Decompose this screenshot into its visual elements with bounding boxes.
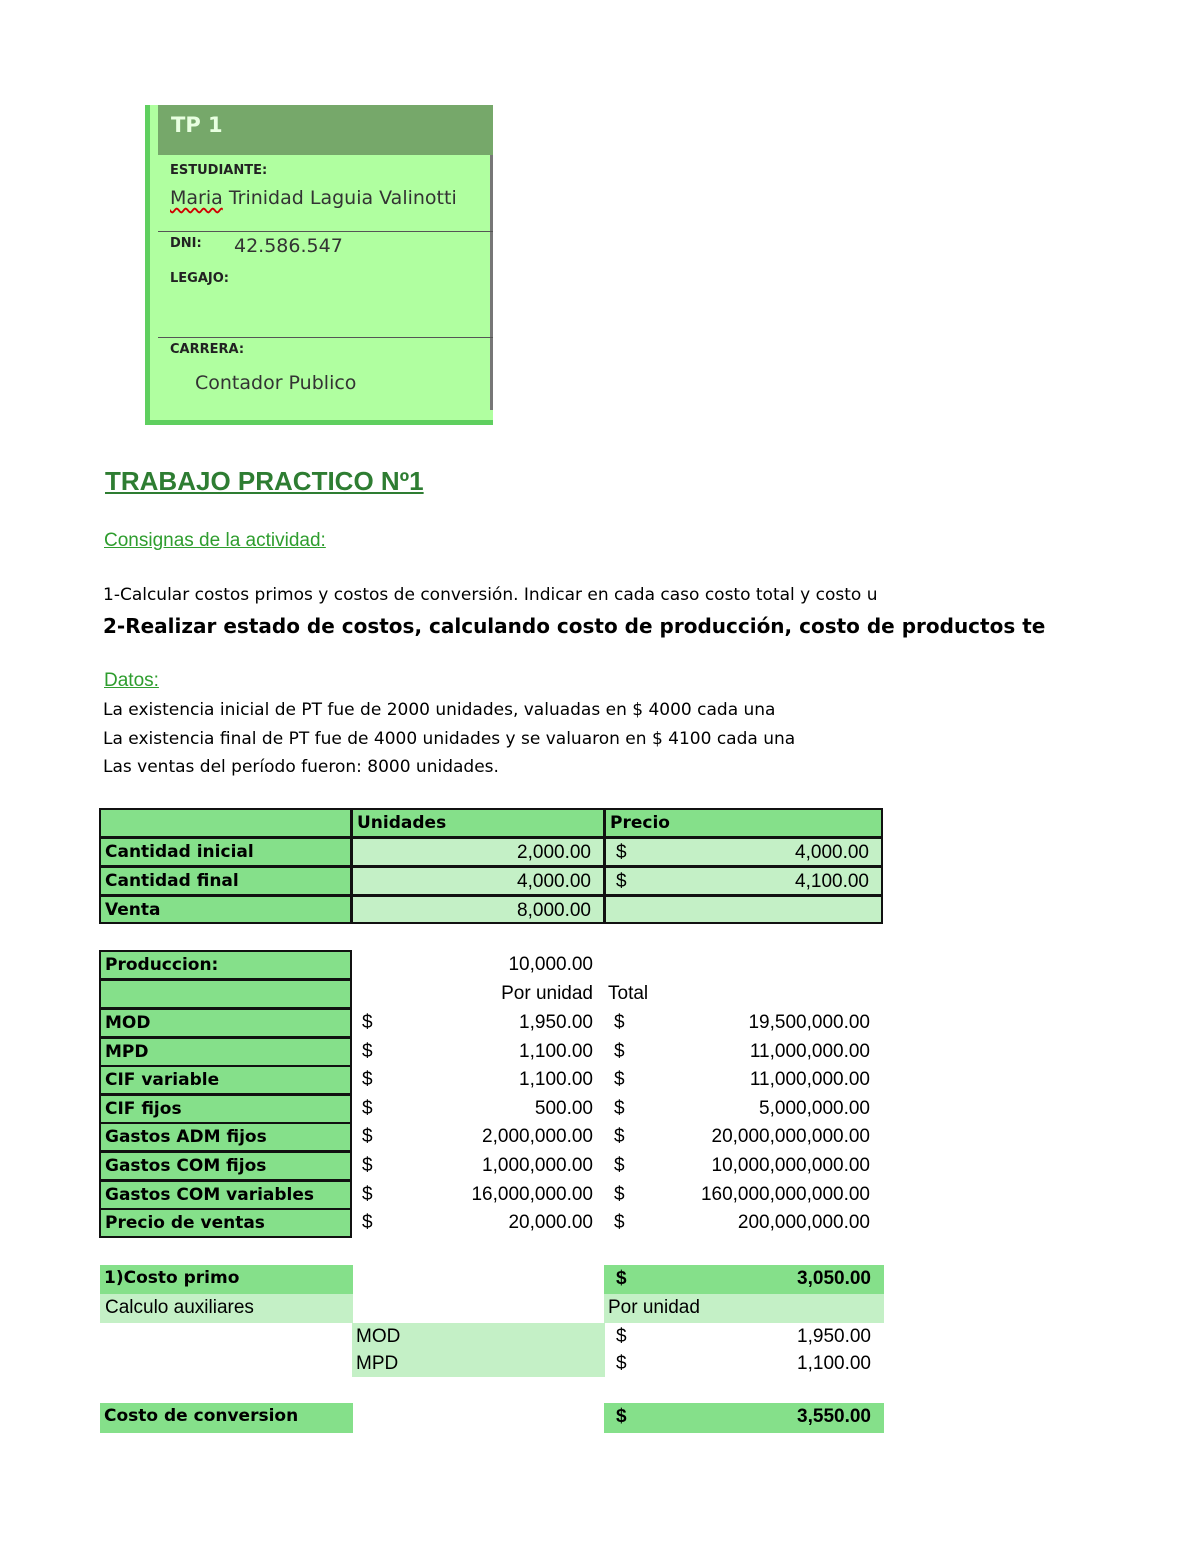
total-value: 10,000,000,000.00 bbox=[711, 1155, 870, 1176]
per-unit-value: 1,950.00 bbox=[519, 1012, 593, 1033]
currency-symbol: $ bbox=[362, 1012, 373, 1033]
currency-symbol: $ bbox=[616, 1268, 627, 1289]
currency-symbol: $ bbox=[362, 1098, 373, 1119]
student-label: ESTUDIANTE: bbox=[170, 163, 268, 178]
currency-symbol: $ bbox=[614, 1012, 625, 1033]
total-value: 5,000,000.00 bbox=[759, 1098, 870, 1119]
total-value: 11,000,000.00 bbox=[749, 1041, 870, 1062]
costo-conversion-cell bbox=[604, 1403, 884, 1433]
currency-symbol: $ bbox=[616, 871, 627, 892]
aux-item-value: 1,100.00 bbox=[797, 1353, 871, 1374]
currency-symbol: $ bbox=[614, 1069, 625, 1090]
row-label: CIF fijos bbox=[99, 1094, 352, 1124]
datos-line: Las ventas del período fueron: 8000 unidades. bbox=[103, 757, 499, 777]
total-value: 11,000,000.00 bbox=[749, 1069, 870, 1090]
student-name bbox=[170, 187, 457, 209]
aux-item-value: 1,950.00 bbox=[797, 1326, 871, 1347]
currency-symbol: $ bbox=[616, 1326, 627, 1347]
card-line-2 bbox=[158, 337, 493, 338]
currency-symbol: $ bbox=[614, 1126, 625, 1147]
por-unidad-label: Por unidad bbox=[604, 1294, 884, 1323]
legajo-label: LEGAJO: bbox=[170, 271, 229, 286]
currency-symbol: $ bbox=[616, 1406, 627, 1427]
dni-label: DNI: bbox=[170, 236, 202, 251]
costo-primo-cell bbox=[604, 1265, 884, 1294]
currency-symbol: $ bbox=[362, 1212, 373, 1233]
aux-item-label: MPD bbox=[352, 1350, 605, 1377]
currency-symbol: $ bbox=[614, 1041, 625, 1062]
consignas-heading: Consignas de la actividad: bbox=[104, 530, 326, 551]
row-label: MOD bbox=[99, 1008, 352, 1038]
datos-line: La existencia final de PT fue de 4000 unidades y se valuaron en $ 4100 cada una bbox=[103, 729, 796, 749]
row-label: Gastos ADM fijos bbox=[99, 1122, 352, 1152]
produccion-value: 10,000.00 bbox=[508, 954, 593, 975]
currency-symbol: $ bbox=[614, 1098, 625, 1119]
costo-conversion-value: 3,550.00 bbox=[797, 1406, 871, 1427]
row-label: Precio de ventas bbox=[99, 1208, 352, 1238]
col-por-unidad: Por unidad bbox=[501, 983, 593, 1004]
currency-symbol: $ bbox=[362, 1069, 373, 1090]
total-value: 160,000,000,000.00 bbox=[700, 1184, 870, 1205]
units-value: 8,000.00 bbox=[351, 895, 605, 924]
datos-heading: Datos: bbox=[104, 670, 159, 691]
price-cell bbox=[604, 866, 883, 896]
currency-symbol: $ bbox=[614, 1184, 625, 1205]
row-label: Gastos COM fijos bbox=[99, 1151, 352, 1181]
per-unit-value: 16,000,000.00 bbox=[471, 1184, 593, 1205]
currency-symbol: $ bbox=[362, 1155, 373, 1176]
currency-symbol: $ bbox=[614, 1155, 625, 1176]
row-label: Cantidad final bbox=[99, 866, 352, 896]
carrera-label: CARRERA: bbox=[170, 342, 245, 357]
price-cell bbox=[604, 895, 883, 924]
row-label: Cantidad inicial bbox=[99, 837, 352, 867]
costo-primo-label: 1)Costo primo bbox=[100, 1265, 353, 1294]
row-label: Gastos COM variables bbox=[99, 1180, 352, 1210]
consigna-1: 1-Calcular costos primos y costos de conversión. Indicar en cada caso costo total y costo u bbox=[103, 585, 878, 605]
currency-symbol: $ bbox=[616, 1353, 627, 1374]
page-title: TRABAJO PRACTICO Nº1 bbox=[105, 466, 424, 496]
units-value: 4,000.00 bbox=[351, 866, 605, 896]
currency-symbol: $ bbox=[362, 1041, 373, 1062]
student-card bbox=[145, 105, 493, 425]
dni-value: 42.586.547 bbox=[234, 235, 343, 257]
table-header-empty bbox=[99, 808, 352, 838]
currency-symbol: $ bbox=[614, 1212, 625, 1233]
card-divider bbox=[490, 155, 493, 410]
card-header bbox=[158, 105, 493, 155]
total-value: 19,500,000.00 bbox=[748, 1012, 870, 1033]
datos-line: La existencia inicial de PT fue de 2000 unidades, valuadas en $ 4000 cada una bbox=[103, 700, 776, 720]
price-cell bbox=[604, 837, 883, 867]
aux-item-cell bbox=[604, 1323, 884, 1350]
aux-item-label: MOD bbox=[352, 1323, 605, 1350]
row-label-empty bbox=[99, 979, 352, 1009]
price-value: 4,100.00 bbox=[795, 871, 869, 892]
header-precio: Precio bbox=[604, 808, 883, 838]
currency-symbol: $ bbox=[362, 1126, 373, 1147]
row-label: Venta bbox=[99, 895, 352, 924]
currency-symbol: $ bbox=[362, 1184, 373, 1205]
costo-conversion-label: Costo de conversion bbox=[100, 1403, 353, 1433]
units-value: 2,000.00 bbox=[351, 837, 605, 867]
costo-primo-value: 3,050.00 bbox=[797, 1268, 871, 1289]
per-unit-value: 1,100.00 bbox=[519, 1041, 593, 1062]
row-label: CIF variable bbox=[99, 1065, 352, 1095]
total-value: 200,000,000.00 bbox=[737, 1212, 870, 1233]
currency-symbol: $ bbox=[616, 842, 627, 863]
per-unit-value: 1,000,000.00 bbox=[482, 1155, 593, 1176]
aux-item-cell bbox=[604, 1350, 884, 1377]
col-total: Total bbox=[608, 983, 649, 1004]
student-rest-name: Trinidad Laguia Valinotti bbox=[228, 187, 457, 209]
per-unit-value: 20,000.00 bbox=[508, 1212, 593, 1233]
carrera-value: Contador Publico bbox=[195, 372, 357, 394]
per-unit-value: 2,000,000.00 bbox=[482, 1126, 593, 1147]
student-first-name: Maria bbox=[170, 187, 223, 209]
calculo-auxiliares-label: Calculo auxiliares bbox=[100, 1294, 353, 1323]
header-unidades: Unidades bbox=[351, 808, 605, 838]
produccion-label: Produccion: bbox=[99, 950, 352, 980]
row-label: MPD bbox=[99, 1037, 352, 1067]
per-unit-value: 1,100.00 bbox=[519, 1069, 593, 1090]
card-line-1 bbox=[158, 231, 493, 232]
total-value: 20,000,000,000.00 bbox=[711, 1126, 870, 1147]
per-unit-value: 500.00 bbox=[534, 1098, 593, 1119]
price-value: 4,000.00 bbox=[795, 842, 869, 863]
card-header-text: TP 1 bbox=[171, 113, 223, 137]
consigna-2: 2-Realizar estado de costos, calculando costo de producción, costo de productos te bbox=[103, 614, 1046, 638]
